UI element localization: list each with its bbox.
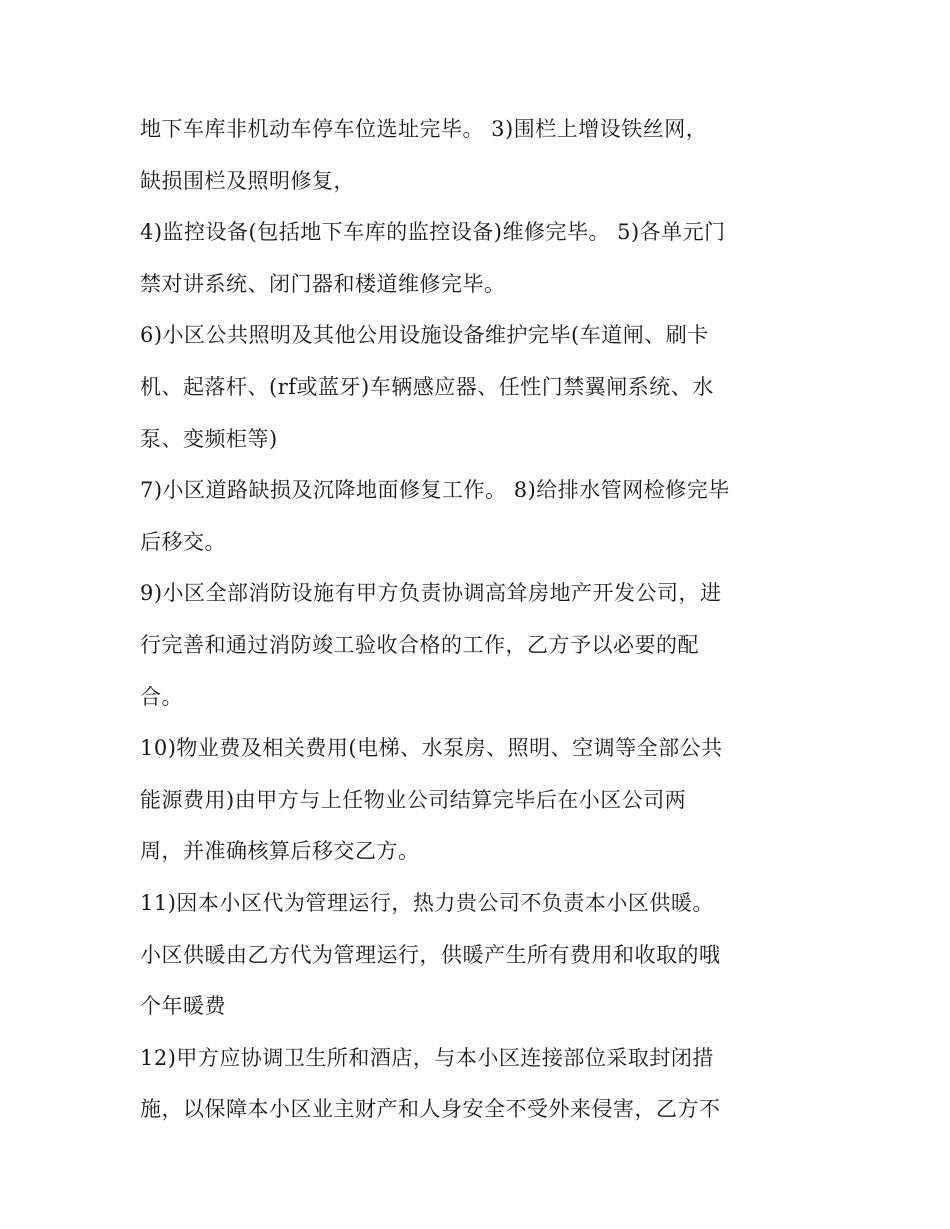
text-line: 周，并准确核算后移交乙方。: [140, 839, 420, 864]
text-line: 机、起落杆、(rf或蓝牙)车辆感应器、任性门禁翼闸系统、水: [140, 374, 714, 399]
text-line: 后移交。: [140, 529, 226, 554]
text-line: 泵、变频柜等): [140, 426, 278, 451]
text-line: 小区供暖由乙方代为管理运行，供暖产生所有费用和收取的哦: [140, 942, 721, 967]
text-line: 行完善和通过消防竣工验收合格的工作，乙方予以必要的配: [140, 632, 699, 657]
text-line: 9)小区全部消防设施有甲方负责协调高耸房地产开发公司，进: [140, 581, 722, 606]
text-line: 缺损围栏及照明修复，: [140, 168, 355, 193]
text-line: 禁对讲系统、闭门器和楼道维修完毕。: [140, 271, 506, 296]
text-line: 施，以保障本小区业主财产和人身安全不受外来侵害，乙方不: [140, 1097, 721, 1122]
text-line: 合。: [140, 684, 183, 709]
text-line: 个年暖费: [140, 994, 226, 1019]
text-line: 11)因本小区代为管理运行，热力贵公司不负责本小区供暖。: [140, 890, 714, 915]
text-line: 12)甲方应协调卫生所和酒店，与本小区连接部位采取封闭措: [140, 1045, 714, 1070]
text-line: 7)小区道路缺损及沉降地面修复工作。 8)给排水管网检修完毕: [140, 478, 730, 503]
text-line: 10)物业费及相关费用(电梯、水泵房、照明、空调等全部公共: [140, 736, 723, 761]
text-line: 6)小区公共照明及其他公用设施设备维护完毕(车道闸、刷卡: [140, 323, 709, 348]
text-line: 能源费用)由甲方与上任物业公司结算完毕后在小区公司两: [140, 787, 687, 812]
document-body: [140, 104, 820, 1136]
text-line: 地下车库非机动车停车位选址完毕。 3)围栏上增设铁丝网，: [140, 117, 708, 141]
text-line: 4)监控设备(包括地下车库的监控设备)维修完毕。 5)各单元门: [140, 220, 726, 245]
